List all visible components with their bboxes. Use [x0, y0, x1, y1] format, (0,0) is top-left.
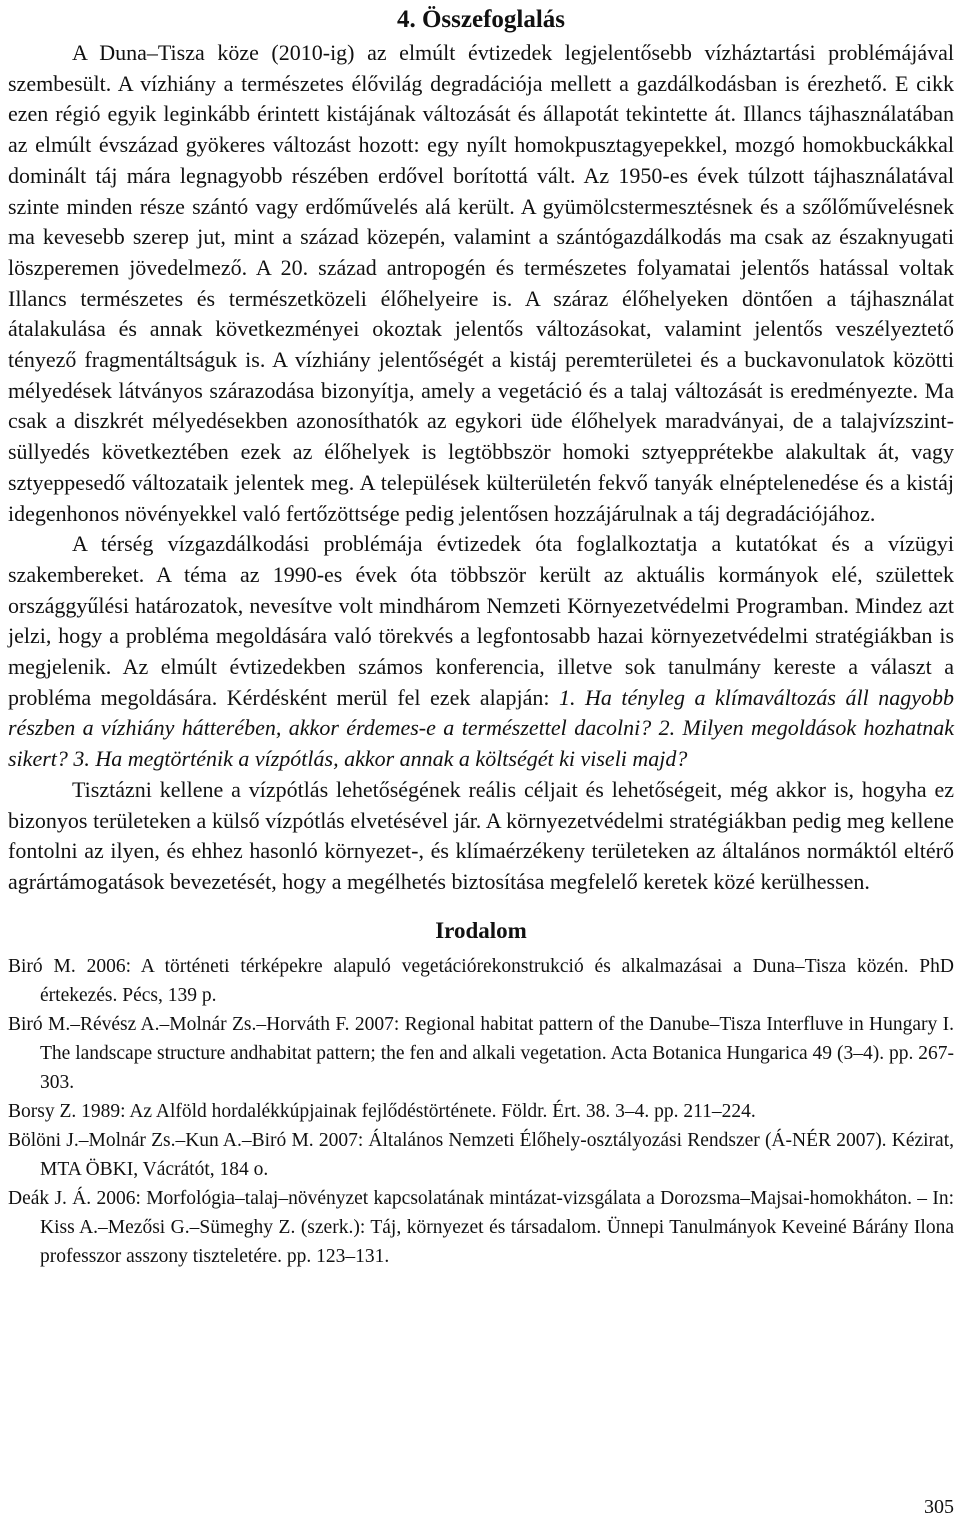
section-title: 4. Összefoglalás [396, 6, 566, 33]
reference-list [8, 952, 954, 1271]
reference-item: Deák J. Á. 2006: Morfológia–talaj–növényzet kapcsolatának mintázat-vizsgálata a Dorozsma–Majsai-homokháton. – In: Kiss A.–Mezősi G.–Sümeghy Z. (szerk.): Táj, környezet és társadalom. Ünnepi Tanulmányok Keveiné Bárány Ilona professzor asszony tiszteletére. pp. 123–131. [8, 1187, 954, 1267]
reference-item: Borsy Z. 1989: Az Alföld hordalékkúpjainak fejlődéstörténete. Földr. Ért. 38. 3–4. pp. 211–224. [8, 1100, 756, 1122]
summary-paragraph-3: Tisztázni kellene a vízpótlás lehetőségének reális céljait és lehetőségeit, még akkor is, hogyha ez bizonyos területeken a külső vízpótlás elvetésével jár. A környezetvédelmi stratégiákban pedig meg kellene fontolni az ilyen, és ehhez hasonló környezet-, és klímaérzékeny területeken az általános normáktól eltérő agrártámogatások bevezetését, hogy a megélhetés biztosítása megfelelő keretek közé kerülhessen. [8, 776, 954, 894]
document-page [8, 0, 954, 1271]
references-title: Irodalom [435, 917, 527, 943]
summary-paragraph-2 [8, 529, 954, 775]
reference-item: Biró M. 2006: A történeti térképekre alapuló vegetációrekonstrukció és alkalmazásai a Duna–Tisza közén. PhD értekezés. Pécs, 139 p. [8, 955, 954, 1006]
research-questions: 1. Ha tényleg a klímaváltozás áll nagyobb részben a vízhiány hátterében, akkor érdemes-e a természettel dacolni? 2. Milyen megoldások hozhatnak sikert? 3. Ha megtörténik a vízpótlás, akkor annak a költségét ki viseli majd? [8, 684, 954, 772]
reference-item: Bölöni J.–Molnár Zs.–Kun A.–Biró M. 2007: Általános Nemzeti Élőhely-osztályozási Rendszer (Á-NÉR 2007). Kézirat, MTA ÖBKI, Vácrátót, 184 o. [8, 1129, 954, 1180]
summary-paragraph-1: A Duna–Tisza köze (2010-ig) az elmúlt évtizedek legjelentősebb vízháztartási problémájával szembesült. A vízhiány a természetes élővilág degradációja mellett a gazdálkodásban is érezhető. E cikk ezen régió egyik leginkább érintett kistájának változását és állapotát tekintette át. Illancs tájhasználatában az elmúlt évszázad gyökeres változást hozott: egy nyílt homokpusztagyepekkel, mozgó homokbuckákkal dominált táj mára legnagyobb részében erdővel borítottá vált. Az 1950-es évek túlzott tájhasználatával szinte minden része szántó vagy erdőművelés alá került. A gyümölcstermesztésnek és a szőlőművelésnek ma kevesebb szerep jut, mint a század közepén, valamint a szántógazdálkodás ma csak az északnyugati löszperemen jövedelmező. A 20. század antropogén és természetes folyamatai jelentős hatással voltak Illancs természetes és természetközeli élőhelyeire is. A száraz élőhelyeken döntően a tájhasználat átalakulása és annak következményei okoztak jelentős változásokat, valamint jelentős veszélyeztető tényező fragmentáltságuk is. A vízhiány jelentőségét a kistáj peremterületei és a buckavonulatok közötti mélyedések látványos szárazodása bizonyítja, amely a vegetáció és a talaj változását is eredményezte. Ma csak a diszkrét mélyedésekben azonosíthatók az egykori üde élőhelyek maradványai, de a talajvízszint-süllyedés következtében ezek az élőhelyek is legtöbbször homoki sztyepprétekbe alakultak át, vagy sztyeppesedő változataik jelentek meg. A települések külterületén fekvő tanyák elnéptelenedése és a kistáj idegenhonos növényekkel való fertőzöttsége pedig jelentősen hozzájárulnak a táj degradációjához. [8, 40, 954, 526]
page-number: 305 [924, 1496, 954, 1518]
reference-item: Biró M.–Révész A.–Molnár Zs.–Horváth F. 2007: Regional habitat pattern of the Danube–Tisza Interfluve in Hungary I. The landscape structure andhabitat pattern; the fen and alkali vegetation. Acta Botanica Hungarica 49 (3–4). pp. 267-303. [8, 1013, 954, 1093]
summary-paragraph-2-text: A térség vízgazdálkodási problémája évtizedek óta foglalkoztatja a kutatókat és a vízügyi szakembereket. A téma az 1990-es évek óta többször került az aktuális kormányok elé, születtek országgyűlési határozatok, nevesítve volt mindhárom Nemzeti Környezetvédelmi Programban. Mindez azt jelzi, hogy a probléma megoldására való törekvés a legfontosabb hazai környezetvédelmi stratégiákban is megjelenik. Az elmúlt évtizedekben számos konferencia, illetve sok tanulmány kereste a választ a probléma megoldására. Kérdésként merül fel ezek alapján: [8, 531, 954, 710]
